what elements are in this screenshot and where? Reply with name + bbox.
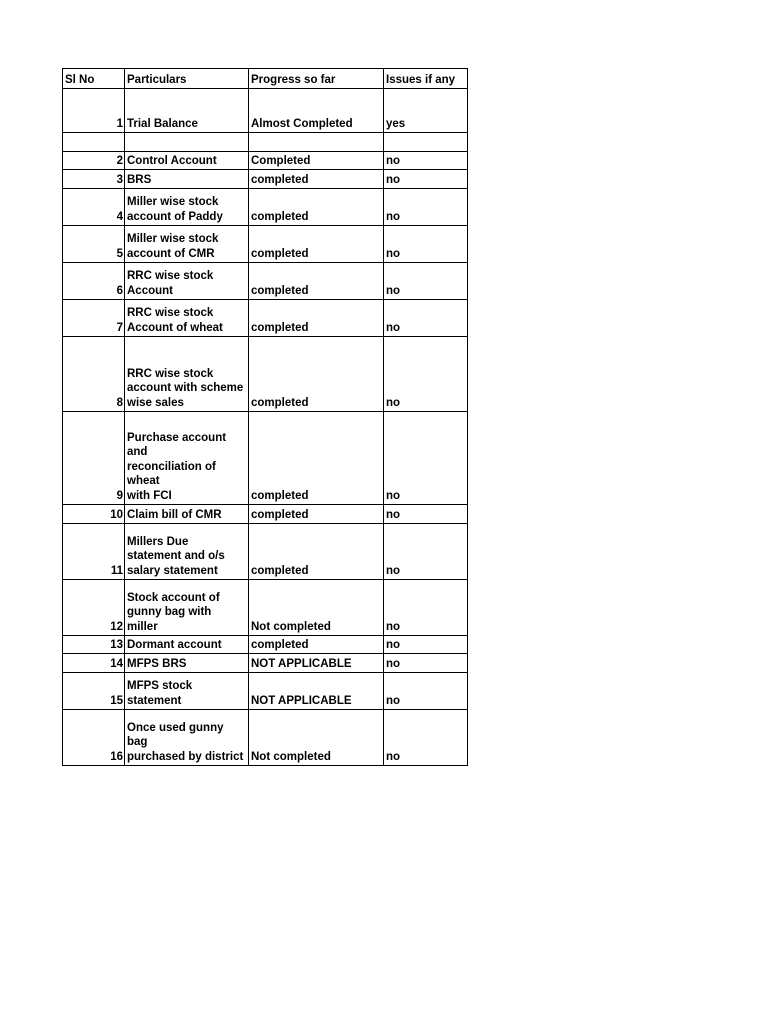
cell-progress: NOT APPLICABLE [249,654,384,673]
cell-issues: no [384,580,468,636]
cell-progress: completed [249,170,384,189]
cell-issues: no [384,524,468,580]
cell-progress: Completed [249,152,384,170]
table-row [63,673,468,710]
progress-table [62,68,468,766]
cell-issues: no [384,226,468,263]
cell-sl-no: 2 [63,152,125,170]
cell-issues: no [384,337,468,412]
table-row [63,412,468,505]
cell-issues: no [384,412,468,505]
cell-progress: completed [249,505,384,524]
cell-particulars: Control Account [125,152,249,170]
table-row [63,133,468,152]
cell-particulars: Once used gunny bag purchased by district [125,710,249,766]
cell-sl-no: 8 [63,337,125,412]
cell-particulars: Purchase account and reconciliation of wheat with FCI [125,412,249,505]
cell-progress: completed [249,226,384,263]
cell-issues: no [384,654,468,673]
cell-progress: NOT APPLICABLE [249,673,384,710]
cell-particulars: Stock account of gunny bag with miller [125,580,249,636]
cell-sl-no: 7 [63,300,125,337]
cell-progress: Not completed [249,580,384,636]
cell-progress: Almost Completed [249,89,384,133]
header-progress: Progress so far [249,69,384,89]
cell-sl-no: 1 [63,89,125,133]
cell-particulars: MFPS BRS [125,654,249,673]
cell-issues: no [384,170,468,189]
table-row [63,170,468,189]
cell-particulars: Miller wise stock account of CMR [125,226,249,263]
cell-issues: no [384,673,468,710]
cell-issues: no [384,300,468,337]
cell-issues: no [384,263,468,300]
cell-particulars: RRC wise stock Account [125,263,249,300]
cell-sl-no: 10 [63,505,125,524]
table-row [63,337,468,412]
cell-progress: completed [249,263,384,300]
cell-sl-no: 15 [63,673,125,710]
cell-sl-no: 16 [63,710,125,766]
cell-issues: no [384,710,468,766]
cell-particulars: RRC wise stock Account of wheat [125,300,249,337]
cell-issues [384,133,468,152]
header-particulars: Particulars [125,69,249,89]
cell-sl-no: 5 [63,226,125,263]
cell-particulars: Trial Balance [125,89,249,133]
header-issues: Issues if any [384,69,468,89]
cell-sl-no: 12 [63,580,125,636]
cell-issues: yes [384,89,468,133]
cell-progress: completed [249,524,384,580]
table-row [63,654,468,673]
table-row [63,636,468,654]
table-row [63,524,468,580]
cell-particulars: Claim bill of CMR [125,505,249,524]
table-row [63,89,468,133]
cell-sl-no: 6 [63,263,125,300]
cell-progress [249,133,384,152]
table-row [63,710,468,766]
cell-sl-no: 3 [63,170,125,189]
table-row [63,152,468,170]
cell-particulars: Miller wise stock account of Paddy [125,189,249,226]
cell-issues: no [384,152,468,170]
cell-issues: no [384,505,468,524]
cell-progress: completed [249,636,384,654]
cell-sl-no: 9 [63,412,125,505]
cell-sl-no [63,133,125,152]
cell-particulars: BRS [125,170,249,189]
cell-sl-no: 13 [63,636,125,654]
cell-sl-no: 14 [63,654,125,673]
cell-progress: completed [249,189,384,226]
cell-sl-no: 11 [63,524,125,580]
cell-particulars [125,133,249,152]
table-row [63,505,468,524]
cell-progress: completed [249,300,384,337]
cell-particulars: Dormant account [125,636,249,654]
cell-issues: no [384,636,468,654]
header-row [63,69,468,89]
cell-issues: no [384,189,468,226]
table-row [63,263,468,300]
table-row [63,580,468,636]
cell-particulars: MFPS stock statement [125,673,249,710]
header-sl-no: Sl No [63,69,125,89]
table-row [63,189,468,226]
cell-sl-no: 4 [63,189,125,226]
cell-progress: completed [249,412,384,505]
cell-progress: Not completed [249,710,384,766]
table-row [63,226,468,263]
cell-progress: completed [249,337,384,412]
table-row [63,300,468,337]
cell-particulars: Millers Due statement and o/s salary statement [125,524,249,580]
cell-particulars: RRC wise stock account with scheme wise sales [125,337,249,412]
